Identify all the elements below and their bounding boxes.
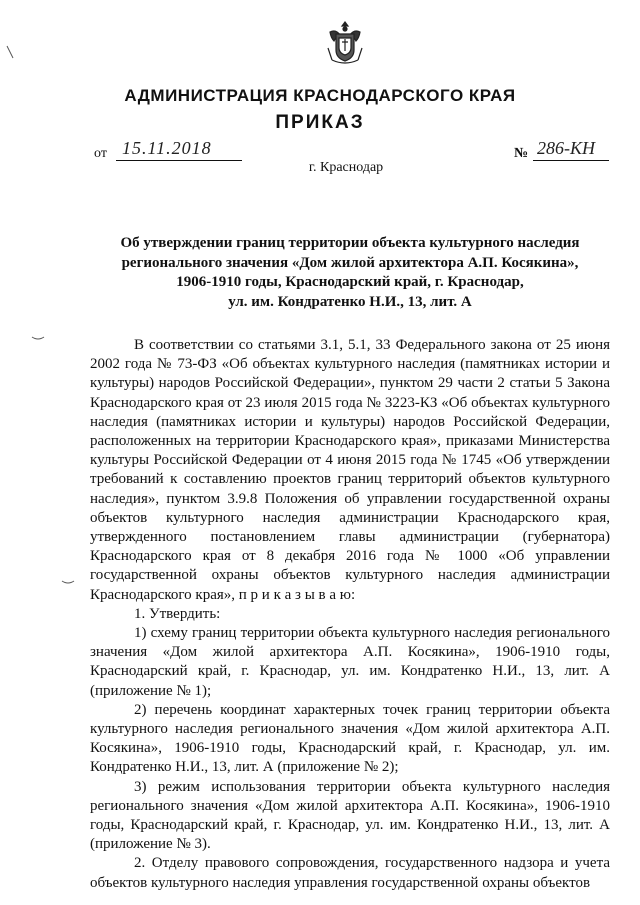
order-item-1: 1. Утвердить:: [134, 605, 221, 622]
city-label: г. Краснодар: [308, 160, 384, 175]
scan-mark: [60, 578, 76, 586]
title-line: ул. им. Кондратенко Н.И., 13, лит. А: [228, 293, 472, 310]
date-prefix-label: от: [94, 146, 107, 161]
order-subitem-1: 1) схему границ территории объекта культурного наследия регионального значения «Дом жилой архитектора А.П. Косякина», 1906-1910 годы, Краснодарский край, г. Краснодар, ул. им. Кондратенко Н.И., 13, лит. А (приложение № 1);: [90, 625, 610, 699]
document-body: [90, 336, 610, 893]
number-field: [533, 140, 609, 161]
document-date: 15.11.2018: [122, 138, 212, 158]
scan-mark: [30, 334, 46, 342]
number-prefix-label: №: [514, 146, 529, 161]
document-type: ПРИКАЗ: [275, 112, 365, 133]
scan-mark: [4, 44, 16, 60]
title-line: регионального значения «Дом жилой архитектора А.П. Косякина»,: [121, 254, 579, 271]
coat-of-arms-emblem: [322, 18, 368, 68]
document-title: [90, 234, 610, 312]
preamble-paragraph: В соответствии со статьями 3.1, 5.1, 33 Федерального закона от 25 июня 2002 года № 73-ФЗ «Об объектах культурного наследия (памятниках истории и культуры) народов Российской Федерации», пунктом 29 части 2 статьи 5 Закона Краснодарского края от 23 июля 2015 года № 3223-КЗ «Об объектах культурного наследия (памятниках истории и культуры) народов Российской Федерации, расположенных на территории Краснодарского края», приказами Министерства культуры Российской Федерации от 4 июня 2015 года № 1745 «Об утверждении требований к составлению проектов границ территорий объектов культурного наследия», пунктом 3.9.8 Положения об управлении государственной охраны объектов культурного наследия администрации Краснодарского края, утвержденного постановлением главы администрации (губернатора) Краснодарского края от 8 декабря 2016 года № 1000 «Об управлении государственной охраны объектов культурного наследия администрации Краснодарского края», п р и к а з ы в а ю:: [90, 337, 610, 603]
order-subitem-3: 3) режим использования территории объекта культурного наследия регионального значения «Дом жилой архитектора А.П. Косякина», 1906-1910 годы, Краснодарский край, г. Краснодар, ул. им. Кондратенко Н.И., 13, лит. А (приложение № 3).: [90, 778, 610, 853]
order-subitem-2: 2) перечень координат характерных точек границ территории объекта культурного наследия регионального значения «Дом жилой архитектора А.П. Косякина», 1906-1910 годы, Краснодарский край, г. Краснодар, ул. им. Кондратенко Н.И., 13, лит. А (приложение № 2);: [90, 701, 610, 776]
order-item-2: 2. Отделу правового сопровождения, государственного надзора и учета объектов культурного наследия управления государственной охраны объектов: [90, 855, 610, 891]
document-number: 286-КН: [537, 138, 595, 158]
date-field: [116, 140, 242, 161]
title-line: 1906-1910 годы, Краснодарский край, г. Краснодар,: [176, 274, 524, 290]
title-line: Об утверждении границ территории объекта культурного наследия: [120, 235, 580, 251]
authority-name: АДМИНИСТРАЦИЯ КРАСНОДАРСКОГО КРАЯ: [124, 86, 516, 105]
